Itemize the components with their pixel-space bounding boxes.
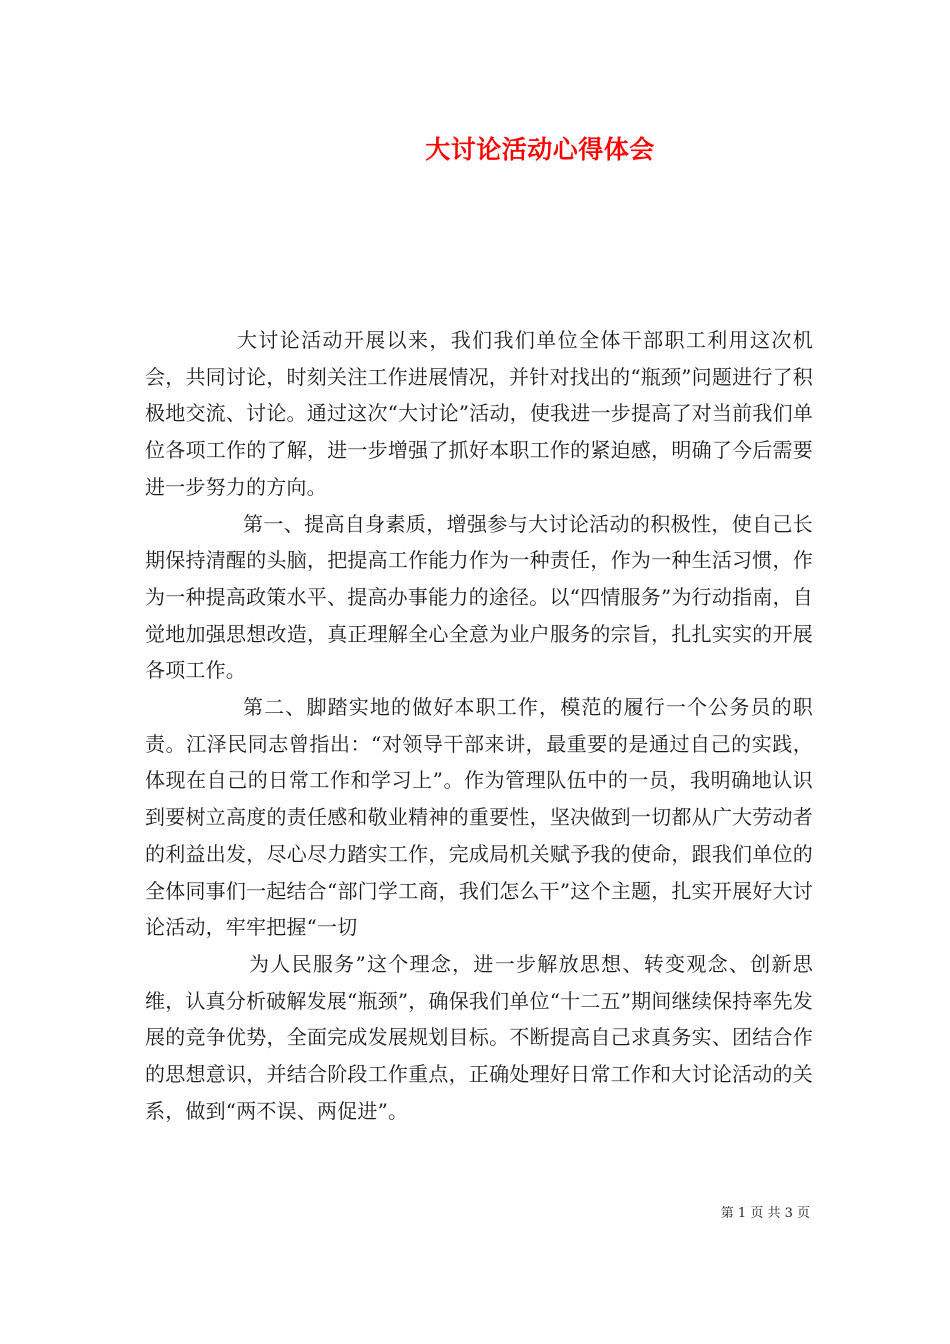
paragraph-first-point: 第一、提高自身素质，增强参与大讨论活动的积极性，使自己长期保持清醒的头脑，把提高工作能力作为一种责任，作为一种生活习惯，作为一种提高政策水平、提高办事能力的途径。以“四情服务”为行动指南，自觉地加强思想改造，真正理解全心全意为业户服务的宗旨，扎扎实实的开展各项工作。 [145,511,813,683]
document-title: 大讨论活动心得体会 [425,135,655,164]
document-body [145,322,813,1129]
paragraph-intro: 大讨论活动开展以来，我们我们单位全体干部职工利用这次机会，共同讨论，时刻关注工作进展情况，并针对找出的“瓶颈”问题进行了积极地交流、讨论。通过这次“大讨论”活动，使我进一步提高了对当前我们单位各项工作的了解，进一步增强了抓好本职工作的紧迫感，明确了今后需要进一步努力的方向。 [145,328,813,499]
paragraph-continuation: 为人民服务”这个理念，进一步解放思想、转变观念、创新思维，认真分析破解发展“瓶颈”，确保我们单位“十二五”期间继续保持率先发展的竞争优势，全面完成发展规划目标。不断提高自己求真务实、团结合作的思想意识，并结合阶段工作重点，正确处理好日常工作和大讨论活动的关系，做到“两不误、两促进”。 [145,951,813,1123]
paragraph-second-point: 第二、脚踏实地的做好本职工作，模范的履行一个公务员的职责。江泽民同志曾指出：“对领导干部来讲，最重要的是通过自己的实践，体现在自己的日常工作和学习上”。作为管理队伍中的一员，我明确地认识到要树立高度的责任感和敬业精神的重要性，坚决做到一切都从广大劳动者的利益出发，尽心尽力踏实工作，完成局机关赋予我的使命，跟我们单位的全体同事们一起结合“部门学工商，我们怎么干”这个主题，扎实开展好大讨论活动，牢牢把握“一切 [145,695,813,940]
page-number-footer: 第 1 页 共 3 页 [720,1206,810,1221]
